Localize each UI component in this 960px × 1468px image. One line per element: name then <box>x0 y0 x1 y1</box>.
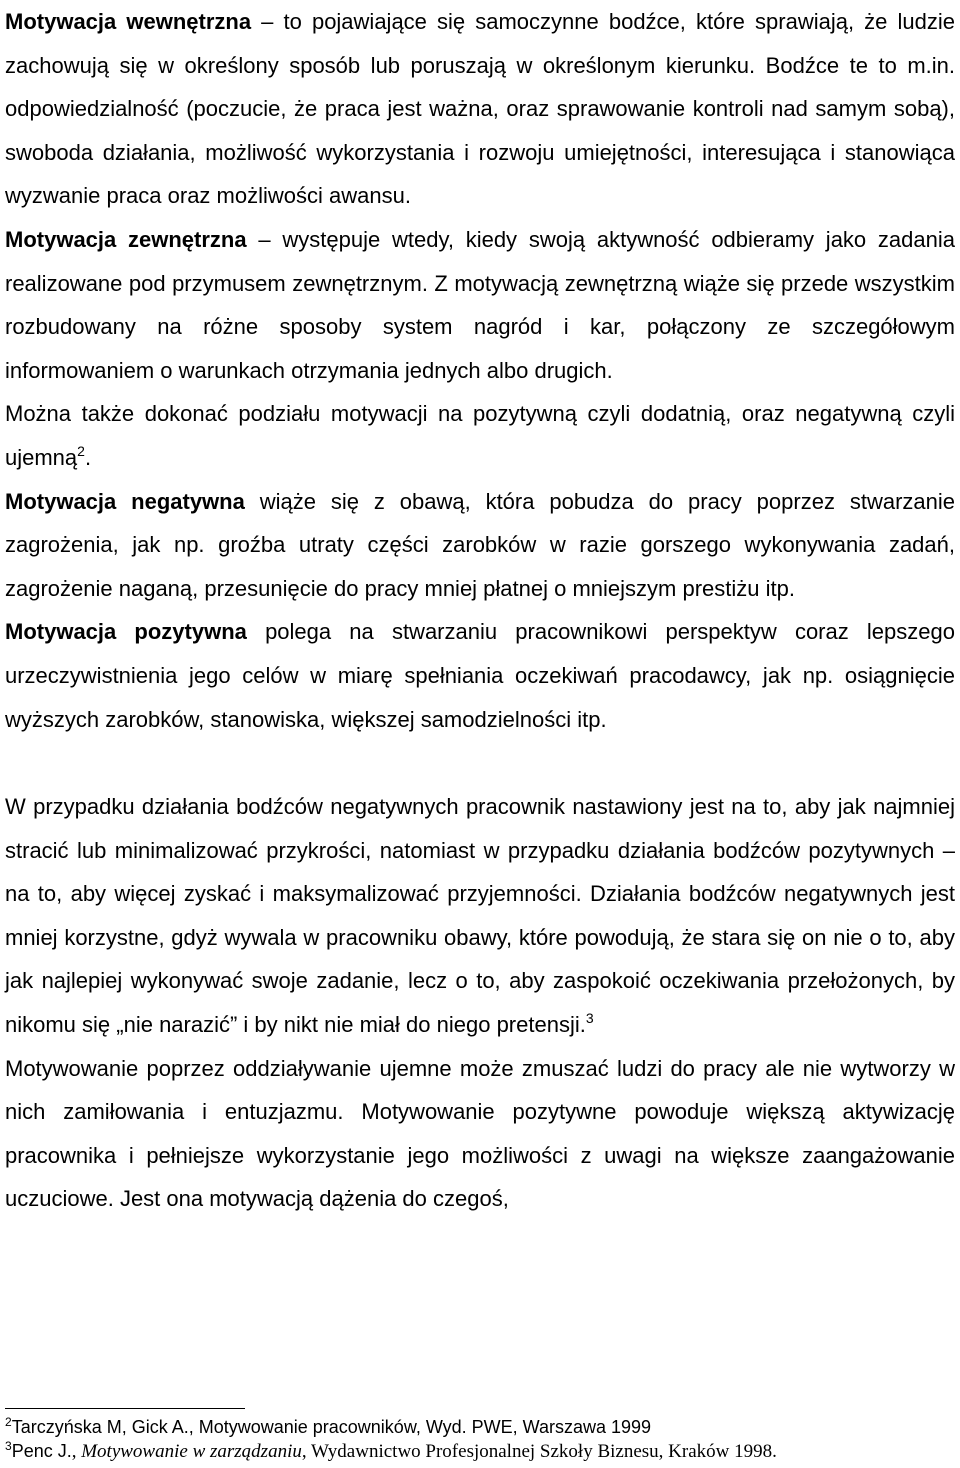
footnote-publisher: , Wydawnictwo Profesjonalnej Szkoły Biznesu, Kraków 1998. <box>301 1441 777 1462</box>
paragraph-intrinsic-motivation <box>5 0 955 218</box>
footnote-2 <box>5 1415 955 1439</box>
paragraph-text: – występuje wtedy, kiedy swoją aktywność odbieramy jako zadania realizowane pod przymusem zewnętrznym. Z motywacją zewnętrzną wiąże się przede wszystkim rozbudowany na różne sposoby system nagród i kar, połączony ze szczegółowym informowaniem o warunkach otrzymania jednych albo drugich. <box>5 226 955 383</box>
paragraph-motivating-effects <box>5 1047 955 1221</box>
paragraph-text-end: . <box>84 444 92 470</box>
footnote-number: 3 <box>5 1439 12 1453</box>
paragraph-text: wiąże się z obawą, która pobudza do pracy poprzez stwarzanie zagrożenia, jak np. groźba utraty części zarobków w razie gorszego wykonywania zadań, zagrożenie naganą, przesunięcie do pracy mniej płatnej o mniejszym prestiżu itp. <box>5 488 955 601</box>
footnote-separator-comma: , <box>71 1441 82 1462</box>
footnote-text: Tarczyńska M, Gick A., Motywowanie pracowników, Wyd. PWE, Warszawa 1999 <box>11 1417 652 1437</box>
paragraph-motivation-division <box>5 392 955 479</box>
paragraph-stimuli-comparison <box>5 785 955 1047</box>
paragraph-text: polega na stwarzaniu pracownikowi perspektyw coraz lepszego urzeczywistnienia jego celów w miarę spełniania oczekiwań pracodawcy, jak np. osiągnięcie wyższych zarobków, stanowiska, większej samodzielności itp. <box>5 619 955 732</box>
footnote-number: 2 <box>5 1415 12 1429</box>
footnotes-section <box>5 1408 955 1464</box>
paragraph-text: – to pojawiające się samoczynne bodźce, które sprawiają, że ludzie zachowują się w określony sposób lub poruszają w określonym kierunku. Bodźce te to m.in. odpowiedzialność (poczucie, że praca jest ważna, oraz sprawowanie kontroli nad samym sobą), swoboda działania, możliwość wykorzystania i rozwoju umiejętności, interesująca i stanowiąca wyzwanie praca oraz możliwości awansu. <box>5 9 955 209</box>
paragraph-text: W przypadku działania bodźców negatywnych pracownik nastawiony jest na to, aby jak najmniej stracić lub minimalizować przykrości, natomiast w przypadku działania bodźców pozytywnych – na to, aby więcej zyskać i maksymalizować przyjemności. Działania bodźców negatywnych jest mniej korzystne, gdyż wywala w pracowniku obawy, które powodują, że stara się on nie o to, aby jak najlepiej wykonywać swoje zadanie, lecz o to, aby zaspokoić oczekiwania przełożonych, by nikomu się „nie narazić” i by nikt nie miał do niego pretensji. <box>5 794 955 1038</box>
footnote-ref-3[interactable]: 3 <box>585 1010 594 1027</box>
footnote-3 <box>5 1439 955 1464</box>
paragraph-text: Można także dokonać podziału motywacji na pozytywną czyli dodatnią, oraz negatywną czyli ujemną <box>5 401 955 470</box>
term-positive-motivation: Motywacja pozytywna <box>5 619 247 645</box>
footnote-separator <box>5 1408 245 1409</box>
footnote-title: Motywowanie w zarządzaniu <box>81 1441 302 1462</box>
paragraph-extrinsic-motivation <box>5 218 955 392</box>
term-negative-motivation: Motywacja negatywna <box>5 488 245 514</box>
term-intrinsic-motivation: Motywacja wewnętrzna <box>5 9 252 34</box>
document-body <box>5 0 955 1221</box>
paragraph-positive-motivation <box>5 610 955 741</box>
paragraph-negative-motivation <box>5 480 955 611</box>
term-extrinsic-motivation: Motywacja zewnętrzna <box>5 226 247 252</box>
paragraph-text: Motywowanie poprzez oddziaływanie ujemne może zmuszać ludzi do pracy ale nie wytworzy w nich zamiłowania i entuzjazmu. Motywowanie pozytywne powoduje większą aktywizację pracownika i pełniejsze wykorzystanie jego możliwości z uwagi na większe zaangażowanie uczuciowe. Jest ona motywacją dążenia do czegoś, <box>5 1055 955 1212</box>
footnote-ref-2[interactable]: 2 <box>77 442 85 459</box>
footnote-author: Penc J. <box>11 1441 72 1461</box>
